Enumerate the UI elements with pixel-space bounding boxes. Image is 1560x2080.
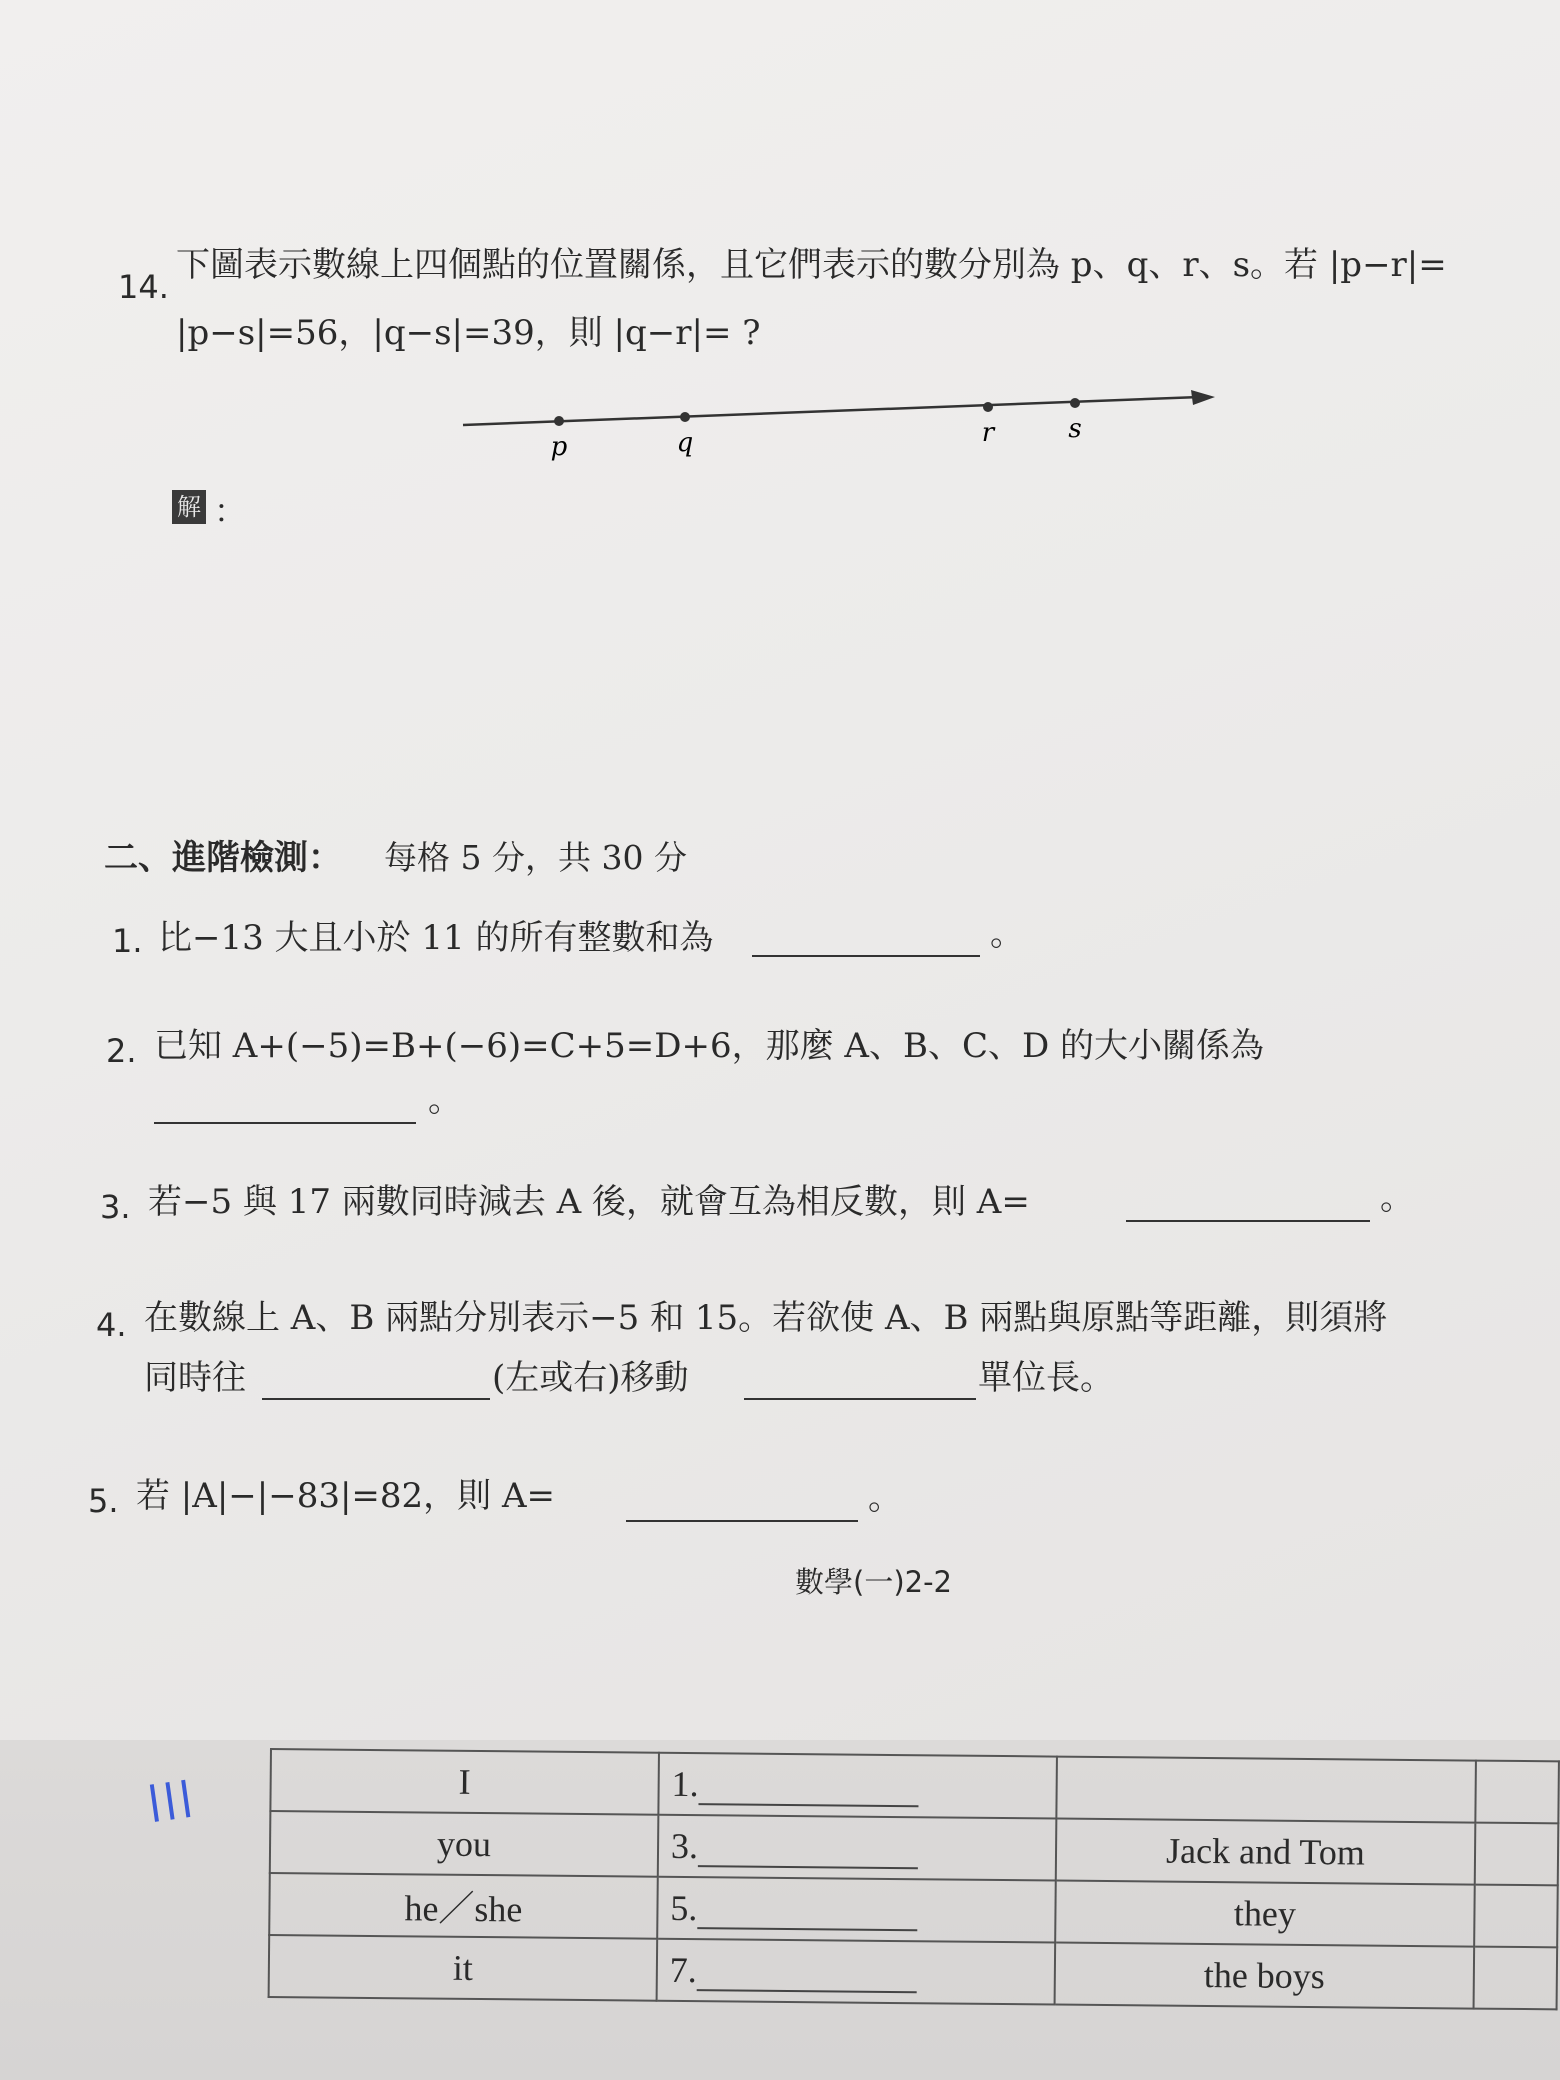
table-answer-blank[interactable]	[697, 1961, 917, 1993]
table-answer-blank[interactable]	[697, 1899, 917, 1931]
q14-number: 14.	[118, 268, 169, 306]
table-cell-extra	[1474, 1885, 1558, 1948]
table-row	[269, 1935, 1558, 2009]
point-r-dot	[983, 402, 993, 412]
q4-direction-blank[interactable]	[262, 1368, 490, 1400]
table-cell-plural: the boys	[1055, 1943, 1475, 2009]
pronoun-table	[268, 1748, 1560, 2010]
q4-number: 4.	[96, 1306, 127, 1344]
handwritten-mark: ǀǀǀ	[145, 1771, 199, 1825]
q2-period: 。	[428, 1080, 462, 1120]
table-cell-pronoun: he／she	[269, 1873, 657, 1939]
q3-period: 。	[1380, 1178, 1414, 1218]
table-cell-answer	[657, 1877, 1056, 1943]
table-cell-answer-num: 5.	[670, 1887, 698, 1929]
q3-number: 3.	[100, 1188, 131, 1226]
table-cell-plural: Jack and Tom	[1056, 1819, 1476, 1885]
point-p-dot	[554, 416, 564, 426]
point-q-label: q	[676, 428, 694, 458]
q2-number: 2.	[106, 1032, 137, 1070]
table-cell-answer-num: 1.	[671, 1763, 699, 1805]
table-cell-answer-num: 7.	[669, 1949, 697, 1991]
number-line-arrow-icon	[1191, 390, 1215, 405]
point-r-label: r	[981, 418, 995, 448]
point-s-label: s	[1068, 414, 1082, 444]
solution-colon: ：	[214, 492, 247, 530]
table-cell-pronoun: you	[270, 1811, 658, 1877]
section2-scoring: 每格 5 分，共 30 分	[384, 838, 687, 877]
q14-line2: |p−s|=56，|q−s|=39，則 |q−r|= ?	[176, 313, 761, 353]
q1-period: 。	[990, 914, 1024, 954]
q5-text: 若 |A|−|−83|=82，則 A=	[136, 1476, 556, 1516]
solution-label: 解	[172, 490, 206, 524]
table-cell-extra	[1475, 1761, 1559, 1824]
table-cell-plural	[1056, 1757, 1476, 1823]
q4-units-blank[interactable]	[744, 1368, 976, 1400]
number-line-axis	[463, 397, 1200, 425]
point-s-dot	[1070, 398, 1080, 408]
table-cell-extra	[1475, 1823, 1559, 1886]
q5-answer-blank[interactable]	[626, 1490, 858, 1522]
table-answer-blank[interactable]	[698, 1775, 918, 1807]
q4-text-line2c: 單位長。	[978, 1358, 1114, 1398]
table-cell-pronoun: it	[269, 1935, 657, 2001]
section2-heading: 二、進階檢測：	[104, 838, 342, 878]
q1-answer-blank[interactable]	[752, 925, 980, 957]
q1-text: 比−13 大且小於 11 的所有整數和為	[158, 918, 714, 958]
q5-period: 。	[868, 1478, 902, 1518]
q1-number: 1.	[112, 922, 143, 960]
table-cell-answer-num: 3.	[670, 1825, 699, 1867]
point-q-dot	[680, 412, 690, 422]
number-line-diagram	[455, 385, 1235, 465]
table-cell-answer	[658, 1815, 1057, 1881]
q4-text-line2a: 同時往	[144, 1358, 246, 1398]
q14-line1: 下圖表示數線上四個點的位置關係，且它們表示的數分別為 p、q、r、s。若 |p−r|=	[176, 245, 1447, 285]
table-cell-extra	[1474, 1947, 1558, 2010]
q4-text-line2b: (左或右)移動	[492, 1358, 689, 1398]
table-cell-answer	[656, 1939, 1055, 2005]
q3-answer-blank[interactable]	[1126, 1190, 1370, 1222]
q2-answer-blank[interactable]	[154, 1092, 416, 1124]
solution-area[interactable]	[172, 540, 1472, 780]
page-footer: 數學(一)2-2	[795, 1565, 952, 1599]
point-p-label: p	[550, 432, 568, 462]
table-answer-blank[interactable]	[698, 1837, 918, 1869]
table-cell-answer	[658, 1753, 1057, 1819]
table-cell-plural: they	[1055, 1881, 1475, 1947]
q5-number: 5.	[88, 1482, 119, 1520]
table-cell-pronoun: I	[270, 1749, 658, 1815]
q4-text-line1: 在數線上 A、B 兩點分別表示−5 和 15。若欲使 A、B 兩點與原點等距離，則須將	[144, 1298, 1388, 1338]
q2-text: 已知 A+(−5)=B+(−6)=C+5=D+6，那麼 A、B、C、D 的大小關係為	[154, 1026, 1265, 1066]
q3-text: 若−5 與 17 兩數同時減去 A 後，就會互為相反數，則 A=	[148, 1182, 1030, 1222]
